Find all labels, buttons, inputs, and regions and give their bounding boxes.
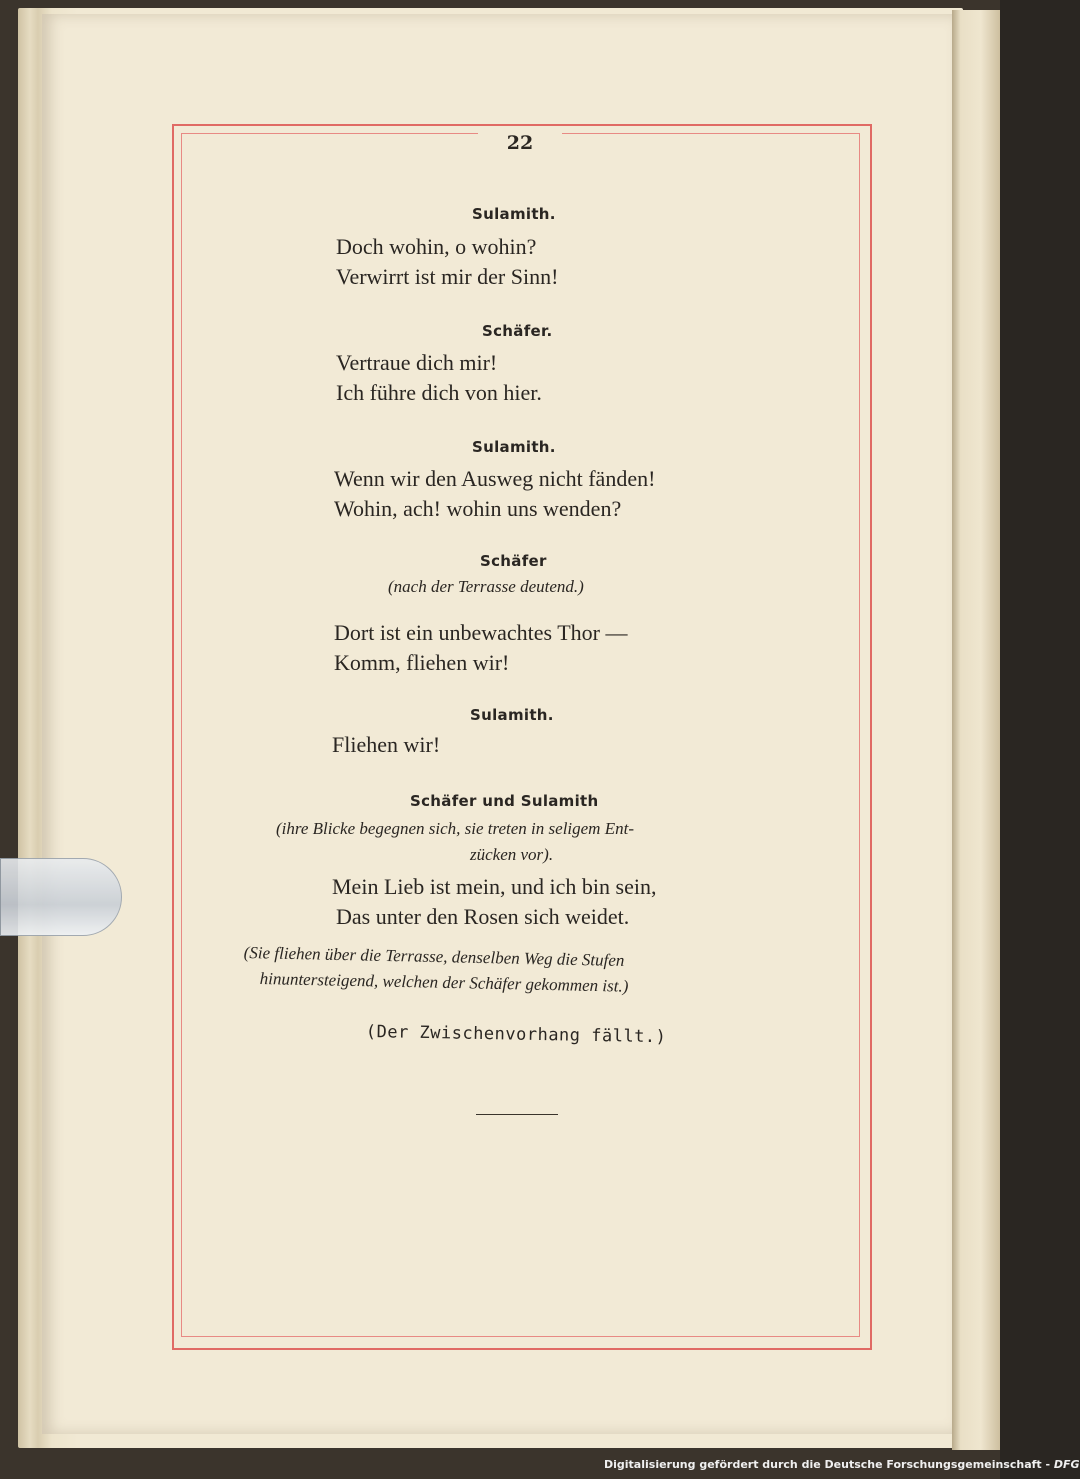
verse-line: Vertraue dich mir!	[336, 350, 498, 375]
footer-text: Digitalisierung gefördert durch die Deutsche Forschungsgemeinschaft -	[604, 1458, 1051, 1471]
speaker-heading: Schäfer und Sulamith	[410, 792, 599, 810]
footer-credit	[604, 1458, 1080, 1471]
verse-line: Ich führe dich von hier.	[336, 380, 542, 405]
verse-line: Verwirrt ist mir der Sinn!	[336, 264, 559, 289]
stage-direction: hinuntersteigend, welchen der Schäfer gekommen ist.)	[259, 968, 629, 996]
dfg-logo: DFG	[1053, 1458, 1080, 1471]
speaker-heading: Schäfer	[480, 552, 547, 570]
speaker-heading: Sulamith.	[472, 205, 556, 223]
verse-line: Das unter den Rosen sich weidet.	[336, 904, 630, 929]
verse-line: Wohin, ach! wohin uns wenden?	[334, 496, 622, 521]
stage-direction: (Sie fliehen über die Terrasse, denselben Weg die Stufen	[243, 942, 625, 970]
next-page-edge	[952, 10, 1000, 1450]
verse-line: Mein Lieb ist mein, und ich bin sein,	[332, 874, 657, 899]
verse-line: Komm, fliehen wir!	[334, 650, 510, 675]
verse-line: Fliehen wir!	[332, 732, 441, 757]
curtain-note: (Der Zwischenvorhang fällt.)	[365, 1022, 667, 1048]
verse-line: Doch wohin, o wohin?	[336, 234, 537, 259]
verse-line: Wenn wir den Ausweg nicht fänden!	[334, 466, 656, 491]
red-frame-inner	[181, 133, 860, 1337]
speaker-heading: Sulamith.	[472, 438, 556, 456]
stage-direction: (ihre Blicke begegnen sich, sie treten in seligem Ent-	[276, 819, 634, 838]
speaker-heading: Sulamith.	[470, 706, 554, 724]
speaker-heading: Schäfer.	[482, 322, 553, 340]
verse-line: Dort ist ein unbewachtes Thor —	[334, 620, 628, 645]
stage-direction: (nach der Terrasse deutend.)	[388, 577, 584, 596]
page-number: 22	[478, 132, 562, 154]
scanner-clamp	[0, 858, 122, 936]
stage-direction: zücken vor).	[470, 845, 554, 864]
end-rule	[476, 1114, 558, 1115]
